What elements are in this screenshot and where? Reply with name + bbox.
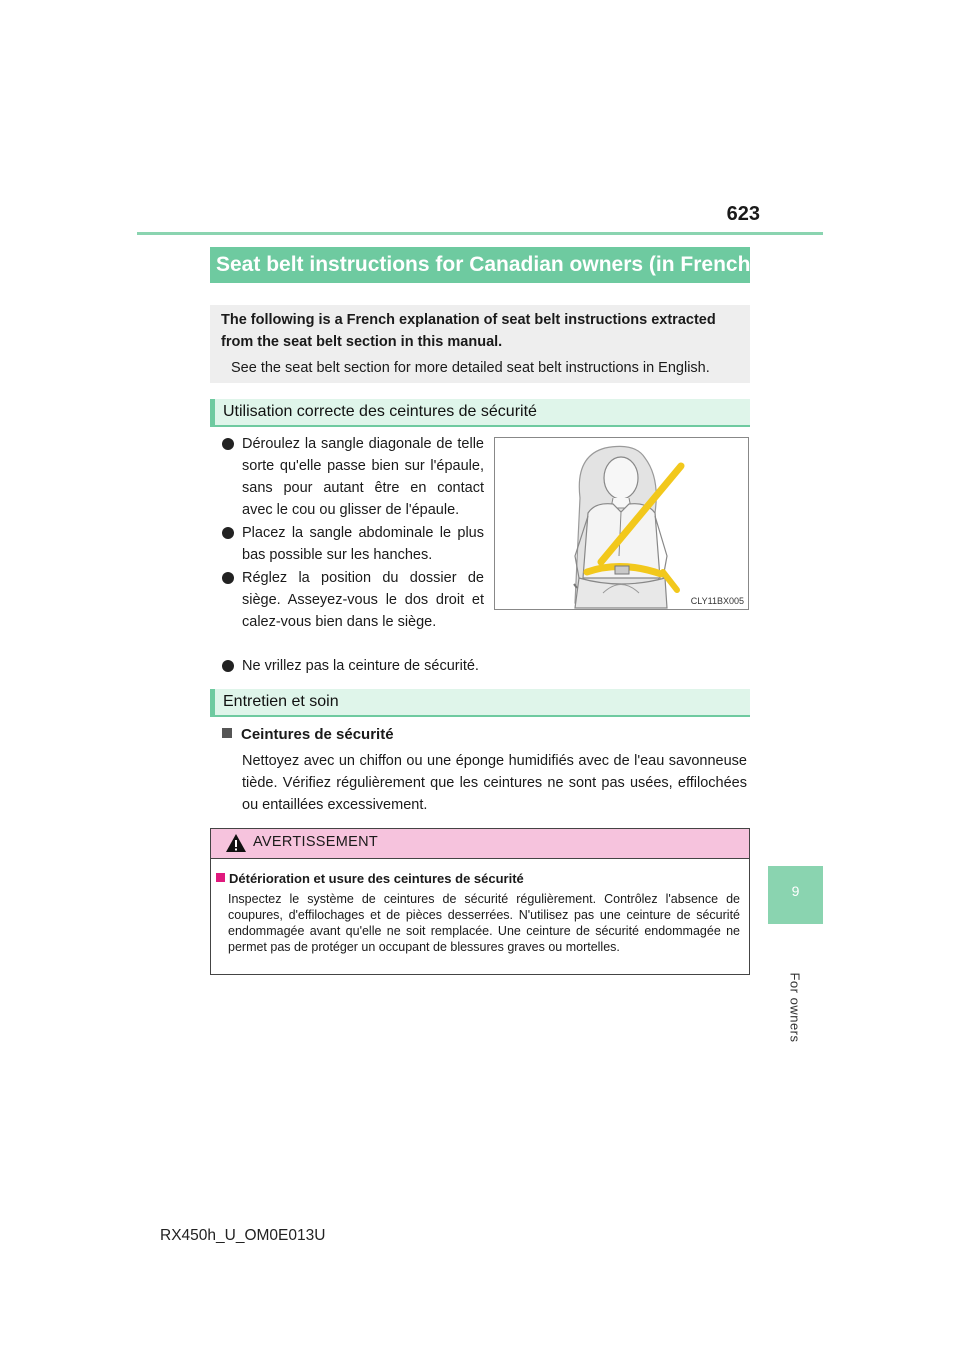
square-bullet-icon: [222, 728, 232, 738]
intro-strong-text: The following is a French explanation of seat belt instructions extracted from the seat belt section in this manual.: [221, 312, 716, 350]
bullet-icon: [222, 527, 234, 539]
warning-subheading-text: Détérioration et usure des ceintures de sécurité: [229, 871, 524, 886]
bullet-icon: [222, 438, 234, 450]
bullet-icon: [222, 660, 234, 672]
list-item: [222, 433, 484, 521]
maintenance-heading: Entretien et soin: [210, 689, 750, 717]
list-item: [222, 567, 484, 633]
header-rule: [137, 232, 823, 235]
illustration-code: CLY11BX005: [690, 596, 744, 606]
chapter-tab[interactable]: 9: [768, 866, 823, 924]
warning-box: [210, 828, 750, 975]
page-number: 623: [726, 203, 760, 225]
maintenance-text: Nettoyez avec un chiffon ou une éponge humidifiés avec de l'eau savonneuse tiède. Vérifiez régulièrement que les ceintures ne sont pas usées, effilochées ou entaillées excessivement.: [242, 753, 747, 813]
square-bullet-icon: [216, 873, 225, 882]
usage-bullet-list: [222, 433, 484, 634]
bullet-text: Placez la sangle abdominale le plus bas possible sur les hanches.: [242, 525, 484, 563]
warning-header: [211, 829, 749, 859]
bullet-text: Ne vrillez pas la ceinture de sécurité.: [242, 658, 479, 674]
intro-box: [210, 305, 750, 383]
footer-code: RX450h_U_OM0E013U: [160, 1227, 326, 1244]
section-title: Seat belt instructions for Canadian owners (in French): [210, 247, 750, 283]
seated-person-icon: [495, 438, 748, 609]
seatbelt-illustration: [494, 437, 749, 610]
intro-note-text: See the seat belt section for more detailed seat belt instructions in English.: [231, 360, 710, 376]
warning-triangle-icon: [225, 833, 247, 853]
bullet-text: Réglez la position du dossier de siège. Asseyez-vous le dos droit et calez-vous bien dans le siège.: [242, 570, 484, 630]
list-item: [222, 522, 484, 566]
warning-label: AVERTISSEMENT: [253, 834, 379, 850]
usage-heading: Utilisation correcte des ceintures de sécurité: [210, 399, 750, 427]
warning-subheading: [216, 871, 524, 886]
bullet-text: Déroulez la sangle diagonale de telle sorte qu'elle passe bien sur l'épaule, sans pour autant être en contact avec le cou ou glisser de l'épaule.: [242, 436, 484, 518]
list-item: [222, 655, 542, 677]
bullet-icon: [222, 572, 234, 584]
maintenance-subheading-text: Ceintures de sécurité: [241, 726, 394, 743]
maintenance-subheading: [222, 724, 394, 746]
warning-text: Inspectez le système de ceintures de sécurité régulièrement. Contrôlez l'absence de coupures, d'effilochages et de pièces desserrées. N'utilisez pas une ceinture de sécurité endommagée avant qu'elle ne soit remplacée. Une ceinture de sécurité endommagée ne permet pas de protéger un occupant de blessures graves ou mortelles.: [228, 892, 740, 954]
chapter-label: For owners: [787, 972, 803, 1043]
